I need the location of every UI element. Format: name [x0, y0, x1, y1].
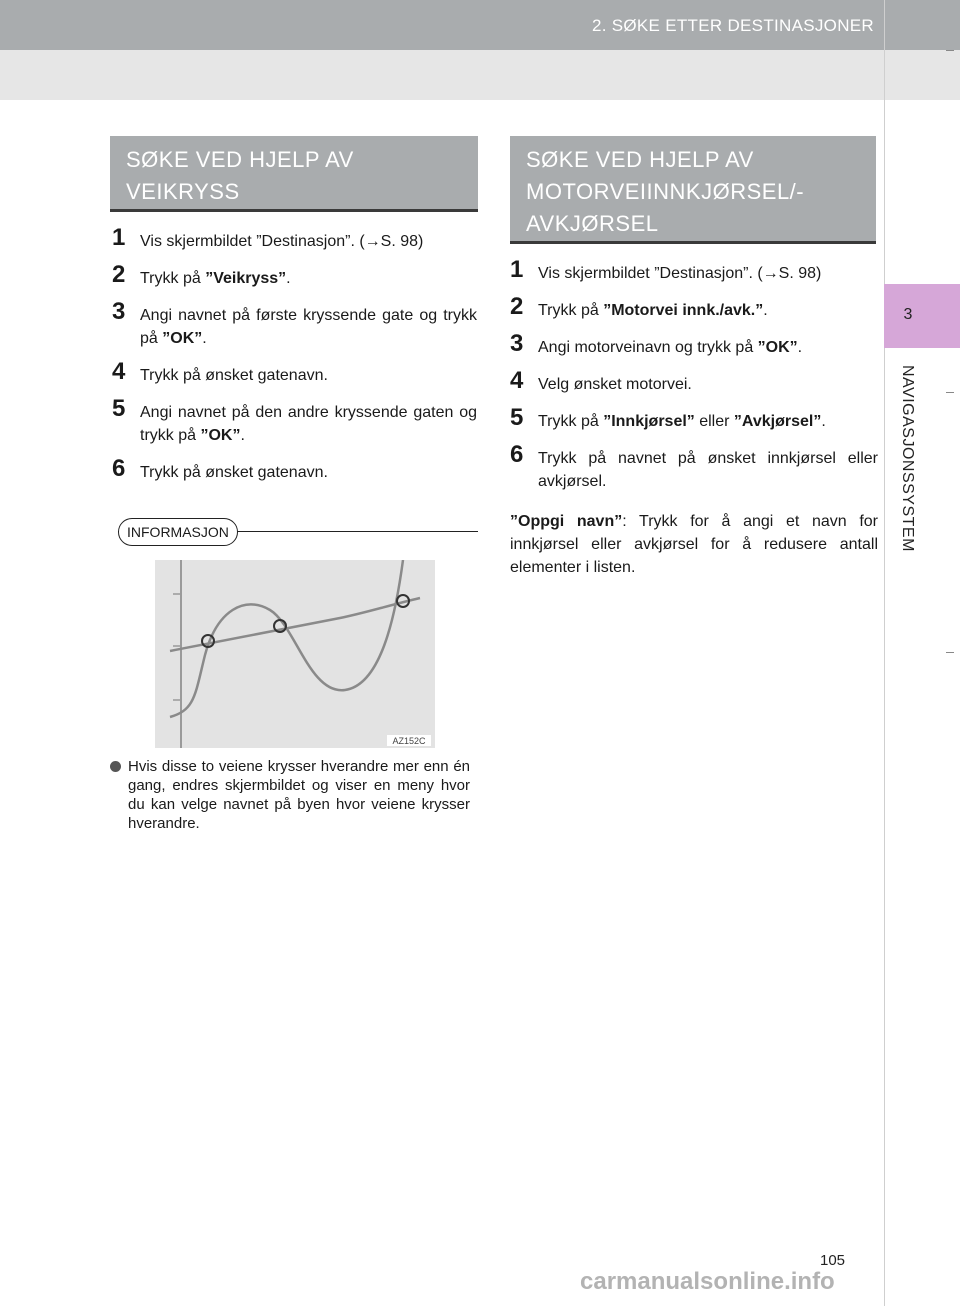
- oppgi-navn-note: [510, 510, 878, 579]
- step-text: Trykk på: [538, 413, 604, 430]
- step-text: .: [240, 427, 245, 444]
- margin-tick: [946, 50, 954, 51]
- chapter-number: 3: [903, 306, 913, 323]
- figure-code: AZ152C: [392, 736, 426, 746]
- page-header-title: 2. SØKE ETTER DESTINASJONER: [591, 16, 874, 35]
- step-number: 5: [112, 395, 126, 422]
- step-button-ref: ”Veikryss”: [205, 270, 287, 287]
- step-button-ref: ”Avkjørsel”: [733, 413, 822, 430]
- step-item: [112, 298, 477, 350]
- step-button-ref: ”Innkjørsel”: [603, 413, 695, 430]
- step-item: [510, 330, 878, 359]
- side-divider: [884, 0, 885, 1306]
- watermark: carmanualsonline.info: [580, 1268, 835, 1295]
- note-button-ref: ”Oppgi navn”: [510, 513, 623, 530]
- intersecting-roads-figure: [155, 560, 435, 748]
- step-item: [112, 358, 477, 387]
- bullet-dot-icon: [110, 761, 121, 772]
- step-text: Velg ønsket motorvei.: [538, 376, 692, 393]
- step-item: [510, 293, 878, 322]
- step-item: [112, 224, 477, 253]
- info-bullet: [110, 757, 470, 833]
- step-text: Angi motorveinavn og trykk på: [538, 339, 758, 356]
- step-item: [112, 261, 477, 290]
- section-heading-line: MOTORVEIINNKJØRSEL/-: [526, 179, 805, 204]
- step-number: 2: [510, 293, 524, 320]
- info-badge: INFORMASJON: [118, 518, 238, 546]
- step-text: Angi navnet på den andre kryssende gaten og trykk på: [140, 404, 477, 444]
- step-number: 4: [510, 367, 524, 394]
- step-number: 4: [112, 358, 126, 385]
- chapter-label: NAVIGASJONSSYSTEM: [899, 365, 916, 552]
- info-bullet-text: Hvis disse to veiene krysser hverandre mer enn én gang, endres skjermbildet og viser en meny hvor du kan velge navnet på byen hvor veiene krysser hverandre.: [128, 758, 470, 832]
- step-button-ref: ”OK”: [757, 339, 798, 356]
- step-text: Trykk på ønsket gatenavn.: [140, 367, 328, 384]
- steps-list-veikryss: [112, 224, 477, 498]
- section-heading-line: SØKE VED HJELP AV: [126, 147, 354, 172]
- step-text: Vis skjermbildet ”Destinasjon”. (→S. 98): [140, 233, 424, 250]
- step-item: [510, 441, 878, 493]
- page-number: 105: [820, 1252, 846, 1269]
- steps-list-motorvei: [510, 256, 878, 507]
- step-item: [510, 404, 878, 433]
- step-text: Trykk på ønsket gatenavn.: [140, 464, 328, 481]
- step-text: .: [797, 339, 803, 356]
- step-text: Trykk på navnet på ønsket innkjørsel eller avkjørsel.: [538, 450, 878, 490]
- step-text: .: [821, 413, 826, 430]
- figure-background: [155, 560, 435, 748]
- step-text: .: [763, 302, 768, 319]
- step-number: 1: [112, 224, 126, 251]
- section-heading-veikryss: [110, 136, 478, 212]
- note-text: : Trykk for å angi et navn for innkjørsel eller avkjørsel for å redusere antall elementer i listen.: [510, 513, 879, 576]
- step-number: 6: [112, 455, 126, 482]
- section-heading-line: AVKJØRSEL: [526, 211, 659, 236]
- step-number: 5: [510, 404, 524, 431]
- step-item: [510, 367, 878, 396]
- step-number: 6: [510, 441, 524, 468]
- step-button-ref: ”OK”: [162, 330, 203, 347]
- step-item: [112, 395, 477, 447]
- step-button-ref: ”Motorvei innk./avk.”: [603, 302, 764, 319]
- header-subband: [0, 50, 960, 100]
- step-text: .: [286, 270, 291, 287]
- margin-tick: [946, 392, 954, 393]
- step-item: [510, 256, 878, 285]
- step-text: eller: [694, 413, 734, 430]
- step-text: .: [202, 330, 207, 347]
- section-heading-motorvei: [510, 136, 876, 244]
- step-text: Angi navnet på første kryssende gate og trykk på: [140, 307, 477, 347]
- step-number: 2: [112, 261, 126, 288]
- step-number: 3: [510, 330, 524, 357]
- step-button-ref: ”OK”: [200, 427, 241, 444]
- step-text: Trykk på: [140, 270, 206, 287]
- margin-tick: [946, 652, 954, 653]
- step-number: 1: [510, 256, 524, 283]
- section-heading-line: VEIKRYSS: [126, 179, 240, 204]
- section-heading-line: SØKE VED HJELP AV: [526, 147, 754, 172]
- step-text: Trykk på: [538, 302, 604, 319]
- step-number: 3: [112, 298, 126, 325]
- step-text: Vis skjermbildet ”Destinasjon”. (→S. 98): [538, 265, 822, 282]
- step-item: [112, 455, 477, 484]
